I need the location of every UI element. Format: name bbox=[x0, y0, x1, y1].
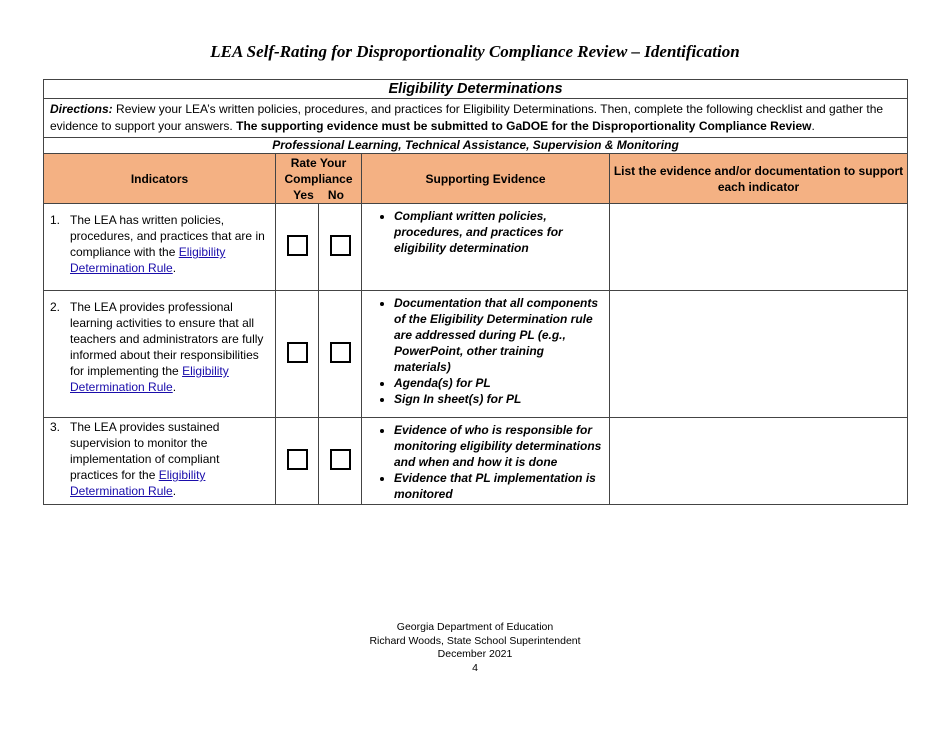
indicator-cell bbox=[44, 418, 276, 505]
section-subheading: Professional Learning, Technical Assistance, Supervision & Monitoring bbox=[44, 138, 908, 154]
compliance-table bbox=[43, 79, 908, 505]
footer-superintendent: Richard Woods, State School Superintendent bbox=[369, 634, 581, 647]
section-title: Eligibility Determinations bbox=[44, 80, 908, 99]
list-evidence-header: List the evidence and/or documentation to support each indicator bbox=[610, 154, 908, 204]
evidence-item: • Evidence of who is responsible for monitoring eligibility determinations and when and how it is done bbox=[394, 422, 603, 470]
indicator-text: The LEA provides professional learning activities to ensure that all teachers and administrators are fully informed about their responsibilities for implementing the bbox=[70, 300, 264, 378]
evidence-cell bbox=[362, 418, 610, 505]
no-cell bbox=[319, 418, 362, 505]
rate-compliance-header bbox=[276, 154, 362, 204]
indicator-number: 3. bbox=[50, 420, 61, 434]
evidence-cell bbox=[362, 204, 610, 291]
footer-date: December 2021 bbox=[437, 648, 513, 660]
table-row bbox=[44, 418, 908, 505]
yes-checkbox[interactable] bbox=[287, 235, 308, 256]
eligibility-rule-link[interactable]: Eligibility Determination Rule bbox=[70, 468, 206, 498]
page-footer bbox=[0, 621, 950, 675]
indicator-period: . bbox=[172, 261, 177, 275]
evidence-item: • Documentation that all components of the Eligibility Determination rule are addressed during PL (e.g., PowerPoint, other training materials) bbox=[394, 295, 603, 375]
yes-cell bbox=[276, 204, 319, 291]
no-cell bbox=[319, 291, 362, 418]
no-checkbox[interactable] bbox=[330, 235, 351, 256]
indicator-text: The LEA has written policies, procedures, and practices that are in compliance with the bbox=[70, 213, 265, 259]
indicator-text: The LEA provides sustained supervision to monitor the implementation of compliant practices for the bbox=[70, 420, 220, 482]
supporting-evidence-header: Supporting Evidence bbox=[362, 154, 610, 204]
no-checkbox[interactable] bbox=[330, 449, 351, 470]
evidence-item: • Agenda(s) for PL bbox=[394, 375, 603, 391]
yes-checkbox[interactable] bbox=[287, 449, 308, 470]
footer-organization: Georgia Department of Education bbox=[396, 621, 554, 633]
indicators-header: Indicators bbox=[44, 154, 276, 204]
indicator-number: 2. bbox=[50, 300, 61, 314]
evidence-item: • Sign In sheet(s) for PL bbox=[394, 391, 603, 407]
indicator-cell bbox=[44, 291, 276, 418]
yes-cell bbox=[276, 418, 319, 505]
eligibility-rule-link[interactable]: Eligibility Determination Rule bbox=[70, 245, 226, 275]
directions bbox=[44, 99, 908, 138]
evidence-cell bbox=[362, 291, 610, 418]
eligibility-rule-link[interactable]: Eligibility Determination Rule bbox=[70, 364, 229, 394]
no-label: No bbox=[327, 188, 344, 202]
page-number: 4 bbox=[472, 661, 478, 674]
table-row bbox=[44, 291, 908, 418]
documentation-cell[interactable] bbox=[610, 418, 908, 505]
no-cell bbox=[319, 204, 362, 291]
documentation-cell[interactable] bbox=[610, 291, 908, 418]
indicator-period: . bbox=[172, 380, 177, 394]
directions-label: Directions: bbox=[50, 102, 113, 116]
documentation-cell[interactable] bbox=[610, 204, 908, 291]
directions-text: Review your LEA’s written policies, procedures, and practices for Eligibility Determinations. Then, complete the following checklist and gather the evidence to support your answers. bbox=[50, 102, 884, 133]
no-checkbox[interactable] bbox=[330, 342, 351, 363]
evidence-item: • Compliant written policies, procedures, and practices for eligibility determination bbox=[394, 208, 603, 256]
yes-cell bbox=[276, 291, 319, 418]
directions-bold: The supporting evidence must be submitted to GaDOE for the Disproportionality Compliance Review bbox=[236, 119, 812, 133]
evidence-item: • Evidence that PL implementation is monitored bbox=[394, 470, 603, 502]
table-row bbox=[44, 204, 908, 291]
indicator-number: 1. bbox=[50, 213, 61, 227]
directions-end: . bbox=[811, 119, 815, 133]
yes-checkbox[interactable] bbox=[287, 342, 308, 363]
rate-label: Rate Your Compliance bbox=[284, 156, 353, 186]
indicator-cell bbox=[44, 204, 276, 291]
indicator-period: . bbox=[172, 484, 177, 498]
yes-label: Yes bbox=[293, 188, 314, 202]
document-title: LEA Self-Rating for Disproportionality Compliance Review – Identification bbox=[210, 42, 740, 61]
